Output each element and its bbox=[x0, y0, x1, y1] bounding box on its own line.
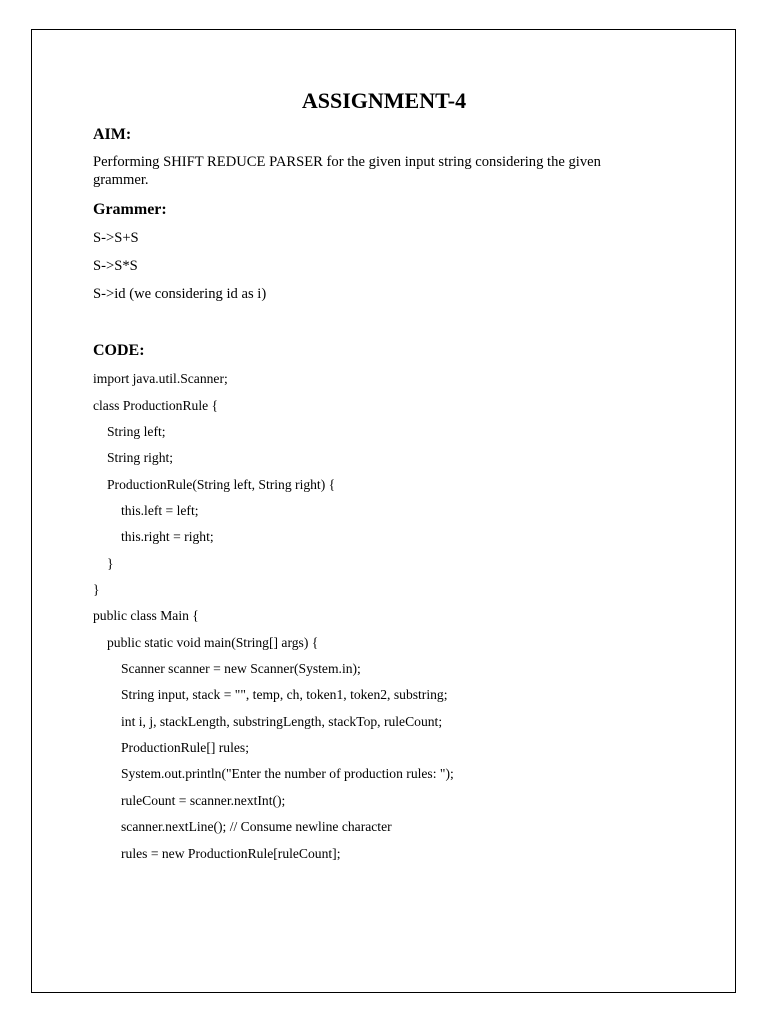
aim-heading: AIM: bbox=[93, 126, 132, 143]
code-line: scanner.nextLine(); // Consume newline character bbox=[121, 819, 392, 834]
code-line: public class Main { bbox=[93, 608, 199, 623]
code-line: ruleCount = scanner.nextInt(); bbox=[121, 793, 286, 808]
code-line: this.right = right; bbox=[121, 529, 214, 544]
code-line: String right; bbox=[107, 450, 174, 465]
code-line: public static void main(String[] args) { bbox=[107, 635, 319, 650]
grammar-rule: S->id (we considering id as i) bbox=[93, 286, 267, 302]
code-line: int i, j, stackLength, substringLength, stackTop, ruleCount; bbox=[121, 714, 443, 729]
code-line: String input, stack = "", temp, ch, token1, token2, substring; bbox=[121, 687, 448, 702]
code-line: } bbox=[93, 582, 100, 597]
code-line: Scanner scanner = new Scanner(System.in); bbox=[121, 661, 361, 676]
grammar-rule: S->S+S bbox=[93, 230, 139, 246]
code-line: System.out.println("Enter the number of production rules: "); bbox=[121, 766, 454, 781]
code-line: String left; bbox=[107, 424, 166, 439]
code-heading: CODE: bbox=[93, 342, 145, 359]
aim-text: Performing SHIFT REDUCE PARSER for the given input string considering the given grammer. bbox=[93, 154, 601, 188]
code-line: ProductionRule[] rules; bbox=[121, 740, 249, 755]
code-line: rules = new ProductionRule[ruleCount]; bbox=[121, 846, 341, 861]
code-line: } bbox=[107, 556, 114, 571]
grammar-rule: S->S*S bbox=[93, 258, 138, 274]
grammar-heading: Grammer: bbox=[93, 201, 167, 218]
page-title: ASSIGNMENT-4 bbox=[301, 88, 467, 113]
code-line: import java.util.Scanner; bbox=[93, 371, 228, 386]
code-line: class ProductionRule { bbox=[93, 398, 219, 413]
code-line: ProductionRule(String left, String right) { bbox=[107, 477, 336, 492]
code-line: this.left = left; bbox=[121, 503, 199, 518]
